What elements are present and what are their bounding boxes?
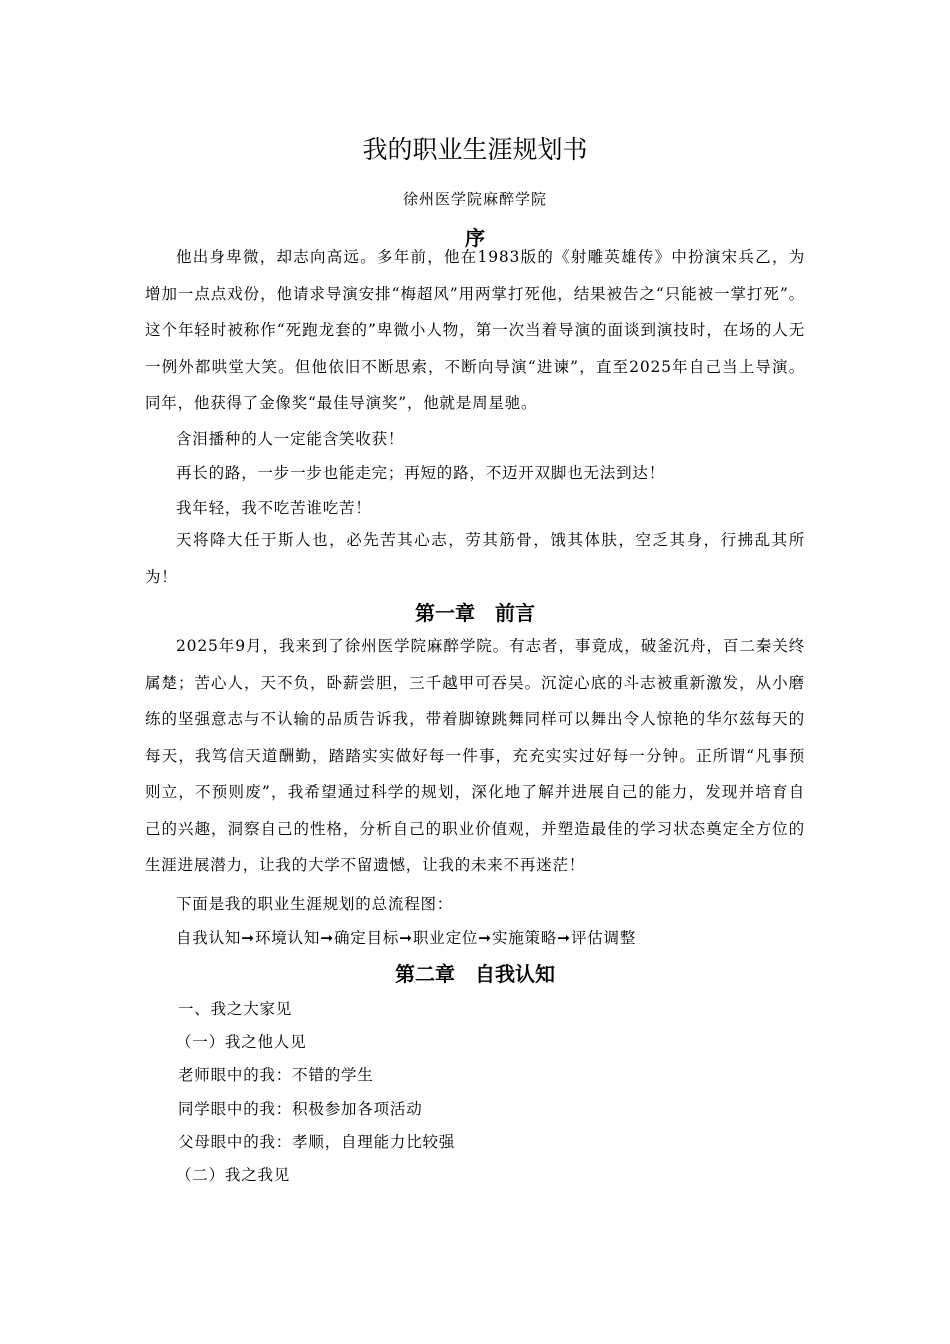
subsection-heading: （二）我之我见 [176, 1166, 291, 1184]
list-item: 父母眼中的我：孝顺，自理能力比较强 [178, 1133, 456, 1151]
chapter2-heading: 第二章 自我认知 [395, 962, 555, 986]
preface-line: 含泪播种的人一定能含笑收获！ [176, 430, 405, 448]
chapter1-heading: 第一章 前言 [415, 601, 535, 625]
document-title: 我的职业生涯规划书 [362, 135, 588, 164]
section-heading: 一、我之大家见 [178, 1000, 293, 1018]
subsection-heading: （一）我之他人见 [176, 1033, 307, 1051]
preface-paragraph: 天将降大任于斯人也，必先苦其心志，劳其筋骨，饿其体肤，空乏其身，行拂乱其所为！ [145, 531, 805, 586]
preface-line: 我年轻，我不吃苦谁吃苦！ [176, 499, 372, 517]
flowchart-steps: 自我认知➞环境认知➞确定目标➞职业定位➞实施策略➞评估调整 [176, 929, 637, 947]
chapter1-paragraph: 2025年9月，我来到了徐州医学院麻醉学院。有志者，事竟成，破釜沉舟，百二秦关终属楚；苦心人，天不负，卧薪尝胆，三千越甲可吞吴。沉淀心底的斗志被重新激发，从小磨练的坚强意志与不认输的品质告诉我，带着脚镣跳舞同样可以舞出令人惊艳的华尔兹每天的每天，我笃信天道酬勤，踏踏实实做好每一件事，充充实实过好每一分钟。正所谓“凡事预则立，不预则废”，我希望通过科学的规划，深化地了解并进展自己的能力，发现并培育自己的兴趣，洞察自己的性格，分析自己的职业价值观，并塑造最佳的学习状态奠定全方位的生涯进展潜力，让我的大学不留遗憾，让我的未来不再迷茫！ [145, 637, 805, 874]
list-item: 老师眼中的我：不错的学生 [178, 1066, 374, 1084]
preface-line: 再长的路，一步一步也能走完；再短的路，不迈开双脚也无法到达！ [176, 464, 666, 482]
preface-paragraph: 他出身卑微，却志向高远。多年前，他在1983版的《射雕英雄传》中扮演宋兵乙，为增加一点点戏份，他请求导演安排“梅超风”用两掌打死他，结果被告之“只能被一掌打死”。这个年轻时被称作“死跑龙套的”卑微小人物，第一次当着导演的面谈到演技时，在场的人无一例外都哄堂大笑。但他依旧不断思索，不断向导演“进谏”，直至2025年自己当上导演。同年，他获得了金像奖“最佳导演奖”，他就是周星驰。 [145, 248, 805, 412]
list-item: 同学眼中的我：积极参加各项活动 [178, 1100, 423, 1118]
flowchart-intro: 下面是我的职业生涯规划的总流程图： [176, 895, 454, 913]
preface-heading: 序 [465, 226, 485, 250]
document-subtitle: 徐州医学院麻醉学院 [402, 190, 547, 208]
